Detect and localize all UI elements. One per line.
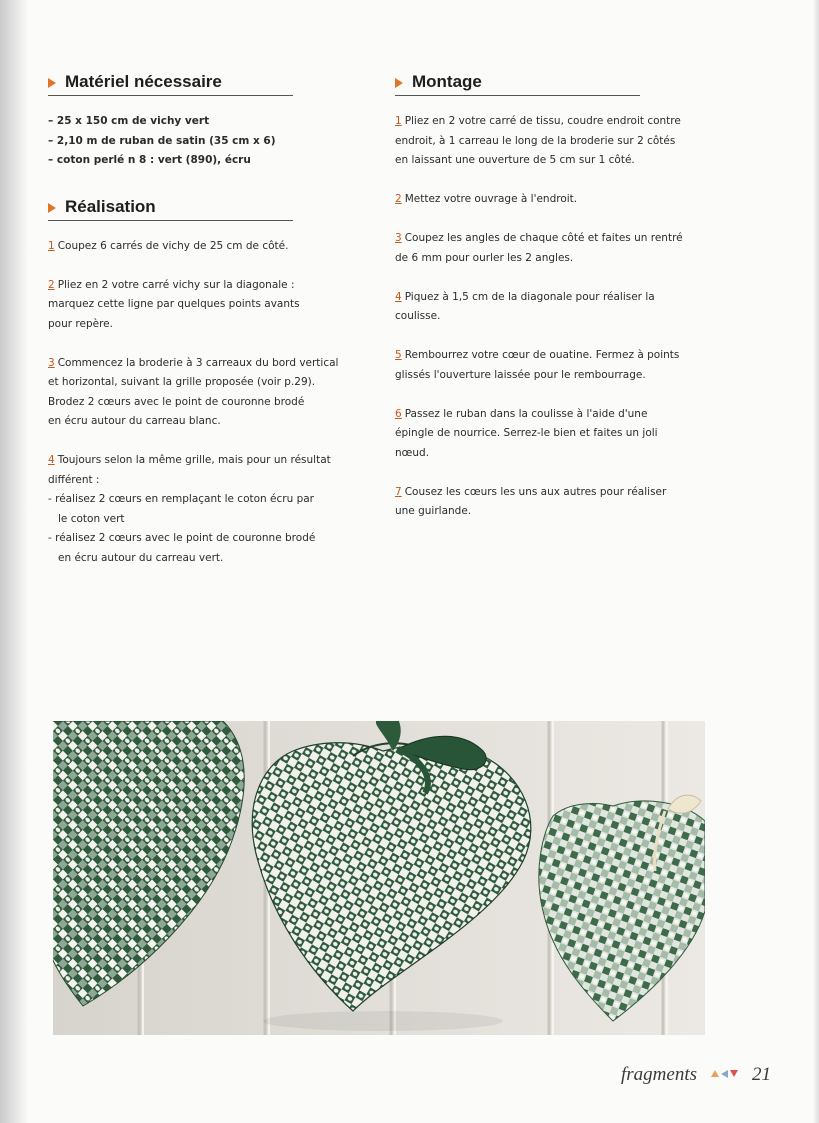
step-line <box>395 405 710 425</box>
step-text: différent : <box>48 473 100 486</box>
step-text: Pliez en 2 votre carré vichy sur la diagonale : <box>57 278 295 291</box>
photo-illustration <box>53 721 705 1035</box>
sub-item: - réalisez 2 cœurs avec le point de couronne brodé <box>48 532 316 544</box>
step-line <box>395 346 710 366</box>
step-text: marquez cette ligne par quelques points avants <box>48 298 300 310</box>
step-text: et horizontal, suivant la grille proposée (voir p.29). <box>48 376 316 388</box>
step-text: Rembourrez votre cœur de ouatine. Fermez à points <box>404 349 680 361</box>
step-number: 2 <box>48 278 55 291</box>
material-item: – 25 x 150 cm de vichy vert <box>48 115 210 127</box>
step-text: en écru autour du carreau blanc. <box>48 415 221 427</box>
step-text: nœud. <box>395 446 430 459</box>
montage-step-7 <box>395 483 710 522</box>
step-number: 1 <box>48 239 55 252</box>
step-line <box>48 276 348 296</box>
realisation-step-2 <box>48 276 348 335</box>
gingham-hearts-photo <box>53 721 705 1035</box>
step-text: Passez le ruban dans la coulisse à l'aide d'une <box>404 407 648 420</box>
colored-triangles-icon <box>711 1070 738 1078</box>
page-footer <box>621 1064 771 1086</box>
step-text: Cousez les cœurs les uns aux autres pour réaliser <box>404 485 667 498</box>
montage-step-6 <box>395 405 710 464</box>
sub-item-continued: le coton vert <box>58 512 125 525</box>
step-line <box>48 354 348 374</box>
step-text: Pliez en 2 votre carré de tissu, coudre endroit contre <box>404 115 681 127</box>
step-text: glissés l'ouverture laissée pour le rembourrage. <box>395 368 646 381</box>
step-text: Piquez à 1,5 cm de la diagonale pour réaliser la <box>404 290 655 303</box>
step-text: Coupez les angles de chaque côté et faites un rentré <box>404 232 683 244</box>
realisation-step-3 <box>48 354 348 432</box>
montage-step-1 <box>395 112 710 171</box>
montage-step-5 <box>395 346 710 385</box>
material-item: – coton perlé n 8 : vert (890), écru <box>48 154 251 166</box>
left-column <box>48 70 348 588</box>
step-text: en laissant une ouverture de 5 cm sur 1 côté. <box>395 154 635 166</box>
orange-arrow-icon <box>48 203 56 213</box>
realisation-step-1 <box>48 237 348 257</box>
orange-arrow-icon <box>48 78 56 88</box>
step-text: de 6 mm pour ourler les 2 angles. <box>395 251 574 264</box>
book-gutter-shadow <box>0 0 28 1123</box>
step-line <box>48 237 348 257</box>
step-text: une guirlande. <box>395 505 472 517</box>
step-number: 5 <box>395 349 402 361</box>
material-item: – 2,10 m de ruban de satin (35 cm x 6) <box>48 134 276 147</box>
step-line <box>48 451 348 471</box>
step-text: Brodez 2 cœurs avec le point de couronne brodé <box>48 395 305 408</box>
montage-step-3 <box>395 229 710 268</box>
right-column <box>395 70 710 541</box>
step-text: épingle de nourrice. Serrez-le bien et faites un joli <box>395 427 658 439</box>
step-line <box>395 288 710 308</box>
step-line <box>395 190 710 210</box>
materiel-heading <box>48 70 293 96</box>
step-text: pour repère. <box>48 317 113 330</box>
sub-item: - réalisez 2 cœurs en remplaçant le coton écru par <box>48 493 314 505</box>
montage-step-4 <box>395 288 710 327</box>
step-text: coulisse. <box>395 310 441 322</box>
triangle-left-icon <box>721 1070 728 1078</box>
page-edge <box>813 0 819 1123</box>
step-number: 4 <box>48 454 55 466</box>
montage-heading <box>395 70 640 96</box>
step-number: 3 <box>395 232 402 244</box>
step-text: Commencez la broderie à 3 carreaux du bord vertical <box>57 356 339 369</box>
realisation-heading <box>48 195 293 221</box>
sub-item-continued: en écru autour du carreau vert. <box>58 551 224 564</box>
step-text: Coupez 6 carrés de vichy de 25 cm de côté. <box>57 239 289 252</box>
step-number: 6 <box>395 407 402 420</box>
materials-list <box>48 112 348 171</box>
page-number: 21 <box>752 1064 771 1085</box>
step-line <box>395 229 710 249</box>
realisation-title: Réalisation <box>65 196 156 216</box>
triangle-up-icon <box>711 1070 719 1077</box>
montage-step-2 <box>395 190 710 210</box>
step-text: endroit, à 1 carreau le long de la broderie sur 2 côtés <box>395 134 676 147</box>
triangle-down-icon <box>730 1070 738 1077</box>
montage-title: Montage <box>412 72 482 91</box>
step-number: 7 <box>395 485 402 498</box>
realisation-step-4 <box>48 451 348 568</box>
step-number: 1 <box>395 115 402 127</box>
step-text: Toujours selon la même grille, mais pour un résultat <box>57 454 331 466</box>
step-line <box>395 112 710 132</box>
step-text: Mettez votre ouvrage à l'endroit. <box>404 193 578 205</box>
step-number: 3 <box>48 356 55 369</box>
orange-arrow-icon <box>395 78 403 88</box>
brand-name: fragments <box>621 1064 697 1085</box>
step-line <box>395 483 710 503</box>
step-number: 4 <box>395 290 402 303</box>
materiel-title: Matériel nécessaire <box>65 72 222 91</box>
step-number: 2 <box>395 193 402 205</box>
